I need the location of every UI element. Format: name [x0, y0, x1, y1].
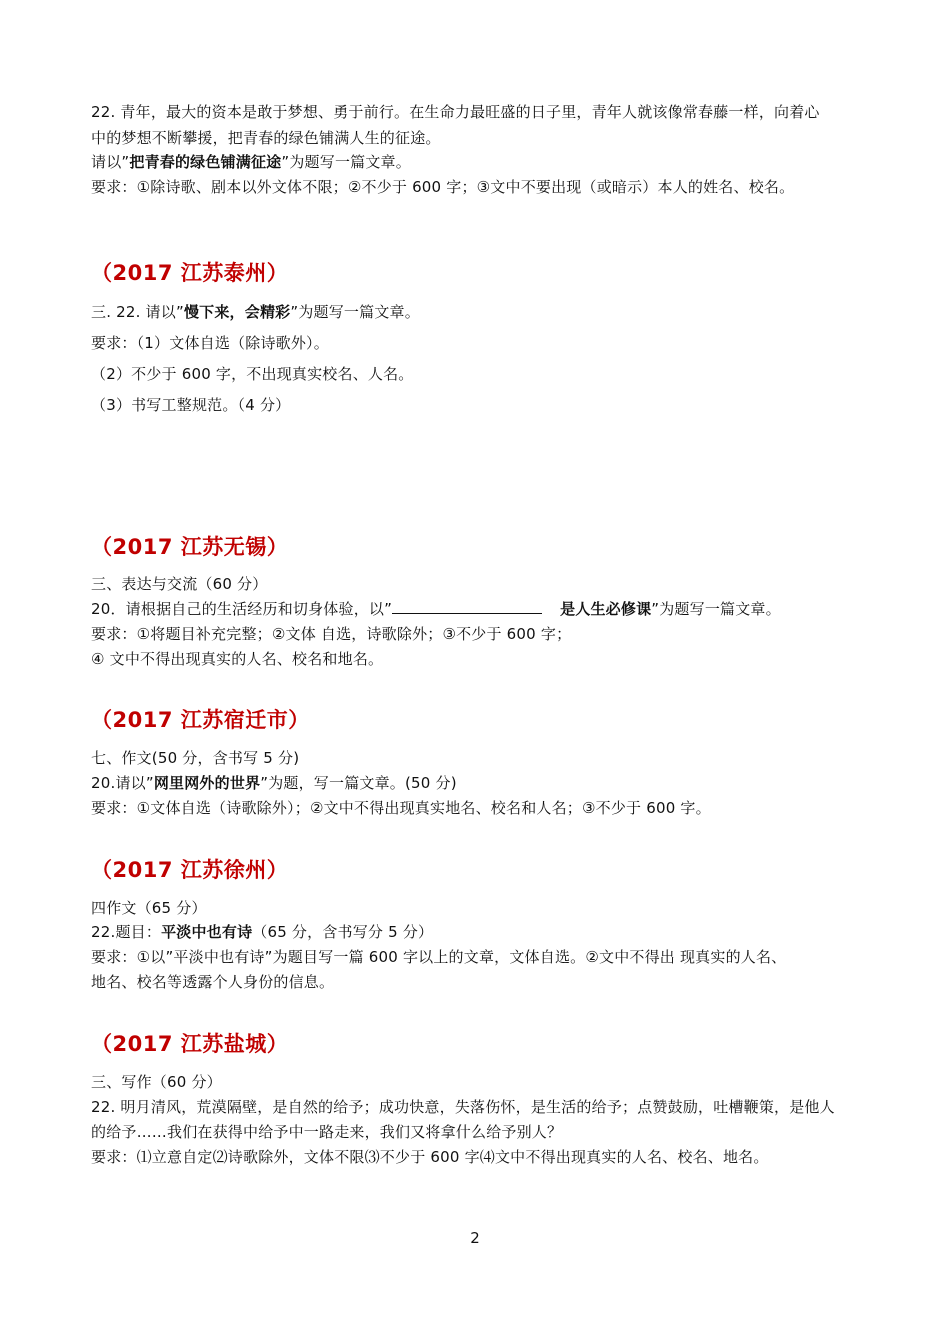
- section-header-taizhou: （2017 江苏泰州）: [91, 261, 289, 285]
- intro-paragraph-line-1: 22. 青年，最大的资本是敢于梦想、勇于前行。在生命力最旺盛的日子里，青年人就该像常春藤一样，向着心: [91, 103, 820, 121]
- taizhou-prompt: 三. 22. 请以”慢下来，会精彩”为题写一篇文章。: [91, 303, 420, 321]
- xuzhou-essay-title: 平淡中也有诗: [161, 923, 253, 941]
- section-header-yancheng: （2017 江苏盐城）: [91, 1032, 289, 1056]
- section-header-wuxi: （2017 江苏无锡）: [91, 535, 289, 559]
- taizhou-requirement-1: 要求：（1）文体自选（除诗歌外）。: [91, 334, 329, 352]
- section-header-xuzhou: （2017 江苏徐州）: [91, 858, 289, 882]
- yancheng-prompt-line-1: 22. 明月清风，荒漠隔壁，是自然的给予；成功快意，失落伤怀，是生活的给予；点赞鼓励，吐槽鞭策，是他人: [91, 1098, 835, 1116]
- yancheng-requirements: 要求：⑴立意自定⑵诗歌除外，文体不限⑶不少于 600 字⑷文中不得出现真实的人名、校名、地名。: [91, 1148, 769, 1166]
- taizhou-requirement-2: （2）不少于 600 字，不出现真实校名、人名。: [91, 365, 414, 383]
- suqian-section-label: 七、作文(50 分，含书写 5 分): [91, 749, 300, 767]
- suqian-essay-title: 网里网外的世界: [153, 774, 261, 792]
- intro-essay-title: 把青春的绿色铺满征途: [129, 153, 282, 171]
- wuxi-requirements: 要求：①将题目补充完整；②文体 自选，诗歌除外；③不少于 600 字；: [91, 625, 572, 643]
- intro-requirements: 要求：①除诗歌、剧本以外文体不限；②不少于 600 字；③文中不要出现（或暗示）本人的姓名、校名。: [91, 178, 795, 196]
- wuxi-requirement-4: ④ 文中不得出现真实的人名、校名和地名。: [91, 650, 384, 668]
- taizhou-essay-title: 慢下来，会精彩: [183, 303, 291, 321]
- xuzhou-prompt: 22.题目：平淡中也有诗（65 分，含书写分 5 分）: [91, 923, 434, 941]
- page-number: 2: [470, 1229, 480, 1247]
- xuzhou-requirements-line-2: 地名、校名等透露个人身份的信息。: [91, 973, 335, 991]
- wuxi-prompt: 20．请根据自己的生活经历和切身体验，以” 是人生必修课”为题写一篇文章。: [91, 600, 781, 618]
- taizhou-requirement-3: （3）书写工整规范。（4 分）: [91, 396, 291, 414]
- xuzhou-requirements-line-1: 要求：①以”平淡中也有诗”为题目写一篇 600 字以上的文章，文体自选。②文中不得出 现真实的人名、: [91, 948, 787, 966]
- yancheng-section-label: 三、写作（60 分）: [91, 1073, 222, 1091]
- suqian-requirements: 要求：①文体自选（诗歌除外）；②文中不得出现真实地名、校名和人名；③不少于 600 字。: [91, 799, 711, 817]
- xuzhou-section-label: 四作文（65 分）: [91, 899, 207, 917]
- yancheng-prompt-line-2: 的给予……我们在获得中给予中一路走来，我们又将拿什么给予别人？: [91, 1123, 563, 1141]
- suqian-prompt: 20.请以”网里网外的世界”为题，写一篇文章。(50 分): [91, 774, 457, 792]
- wuxi-essay-title: 是人生必修课: [560, 600, 652, 618]
- intro-title-instruction: 请以”把青春的绿色铺满征途”为题写一篇文章。: [91, 153, 411, 171]
- intro-paragraph-line-2: 中的梦想不断攀援，把青春的绿色铺满人生的征途。: [91, 129, 441, 147]
- wuxi-section-label: 三、表达与交流（60 分）: [91, 575, 268, 593]
- fill-in-blank: [392, 599, 542, 614]
- section-header-suqian: （2017 江苏宿迁市）: [91, 708, 310, 732]
